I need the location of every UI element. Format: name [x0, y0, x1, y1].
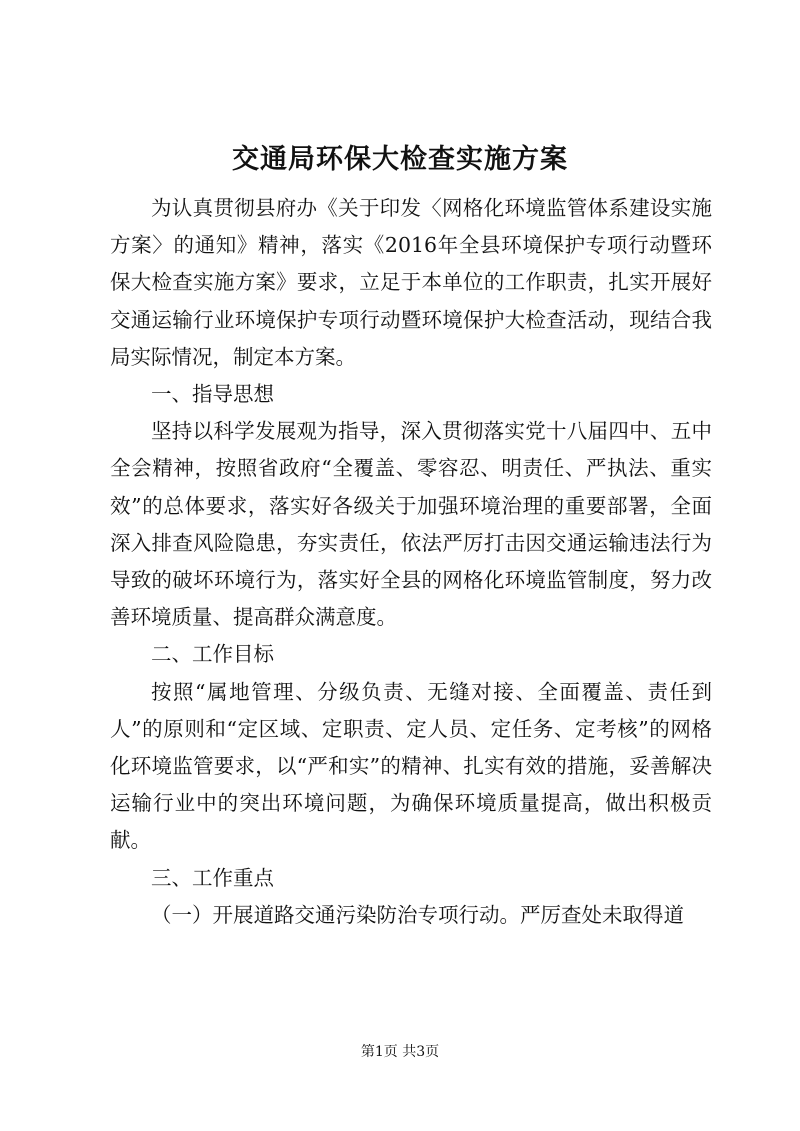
- paragraph-work-focus-item-1: （一）开展道路交通污染防治专项行动。严厉查处未取得道: [151, 902, 684, 927]
- page-number-footer: 第1页 共3页: [360, 1044, 440, 1060]
- paragraph-work-goals: 按照“属地管理、分级负责、无缝对接、全面覆盖、责任到人”的原则和“定区域、定职责、定人员、定任务、定考核”的网格化环境监管要求，以“严和实”的精神、扎实有效的措施，妥善解决运输行业中的突出环境问题，为确保环境质量提高，做出积极贡献。: [110, 679, 712, 853]
- document-body: [110, 190, 712, 934]
- document-title: 交通局环保大检查实施方案: [232, 144, 568, 175]
- paragraph-guiding-ideology: 坚持以科学发展观为指导，深入贯彻落实党十八届四中、五中全会精神，按照省政府“全覆盖、零容忍、明责任、严执法、重实效”的总体要求，落实好各级关于加强环境治理的重要部署，全面深入排查风险隐患，夯实责任，依法严厉打击因交通运输违法行为导致的破坏环境行为，落实好全县的网格化环境监管制度，努力改善环境质量、提高群众满意度。: [110, 419, 712, 630]
- section-heading-guiding-ideology: 一、指导思想: [151, 382, 274, 407]
- section-heading-work-goals: 二、工作目标: [151, 642, 274, 667]
- paragraph-intro: 为认真贯彻县府办《关于印发〈网格化环境监管体系建设实施方案〉的通知》精神，落实《2016年全县环境保护专项行动暨环保大检查实施方案》要求，立足于本单位的工作职责，扎实开展好交通运输行业环境保护专项行动暨环境保护大检查活动，现结合我局实际情况，制定本方案。: [110, 196, 712, 369]
- section-heading-work-focus: 三、工作重点: [151, 865, 274, 890]
